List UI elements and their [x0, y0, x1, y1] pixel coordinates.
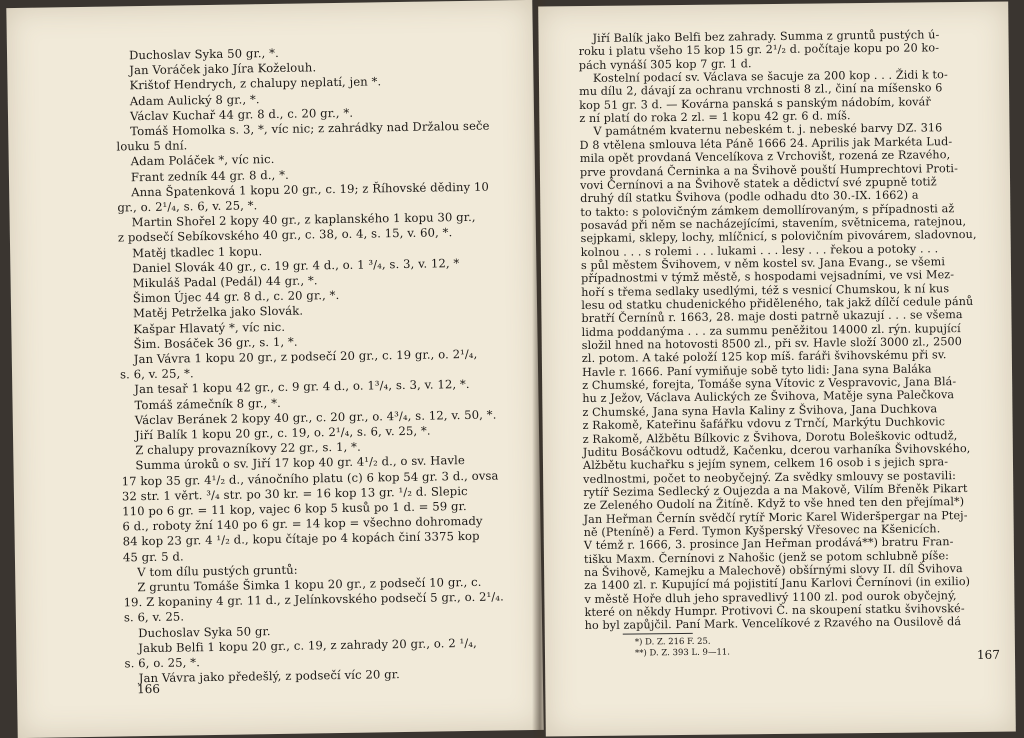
left-page-line: Šim. Bosáček 36 gr., s. 1, *. [133, 334, 298, 352]
left-page [6, 0, 543, 738]
left-page-line: s. 6, v. 25, *. [119, 366, 194, 382]
left-page-line: Šimon Újec 44 gr. 8 d., c. 20 gr., *. [132, 288, 340, 306]
right-page-line: kop 51 gr. 3 d. — Kovárna panská s panským nádobím, kovář [579, 95, 931, 112]
right-page-line: případnostmi v týmž městě, s hospodami vejsadními, ve vsi Mez- [580, 268, 955, 286]
right-page-line: Juditu Bosáčkovu odtudž, Kačenku, dcerou varhaníka Švihovského, [582, 441, 971, 459]
right-page-line: které on někdy Humpr. Protivovi Č. na skoupení statku švihovské- [584, 602, 965, 620]
left-page-line: Jan Voráček jako Jíra Koželouh. [129, 60, 317, 78]
right-page-line: hu z Ježov, Václava Aulických ze Švihova, Matěje syna Palečkova [582, 388, 955, 406]
left-page-line: 45 gr. 5 d. [122, 549, 184, 565]
left-page-number: 166 [136, 681, 161, 697]
right-page-text [538, 2, 1008, 633]
right-page-line: vedlnostmi, počet to neobyčejný. Za svědky smlouvy se postavili: [583, 468, 957, 486]
right-page-line: Alžbětu kuchařku s jejím synem, celkem 16 osob i s jejich spra- [582, 455, 949, 473]
right-page-line: vovi Černínovi a na Švihově statek a dědictví své zpupně totiž [579, 175, 937, 192]
right-page-line: z Rakomě, Alžbětu Bílkovic z Švihova, Dorotu Boleškovic odtudž, [582, 428, 958, 446]
right-page-line: to takto: s polovičným zámkem demollírovaným, s případnosti až [580, 201, 955, 219]
left-page-line: Z gruntu Tomáše Šimka 1 kopu 20 gr., z podsečí 10 gr., c. [137, 574, 482, 595]
left-page-line: 17 kop 35 gr. 4¹/₂ d., vánočního platu (c) 6 kop 54 gr. 3 d., ovsa [121, 468, 499, 489]
right-page-line: ze Zeleného Oudolí na Žitíně. Když to vše hned ten den přejímal*) [583, 495, 965, 513]
right-page-line: na Švihově, Kamejku a Malechově) obšírnými slovy II. díl Švihova [584, 562, 963, 580]
left-page-line: Jan tesař 1 kopu 42 gr., c. 9 gr. 4 d., o. 1³/₄, s. 3, v. 12, *. [134, 377, 470, 397]
left-page-line: V tom dílu pustých gruntů: [137, 562, 298, 579]
left-page-line: Adam Poláček *, víc nic. [130, 152, 275, 169]
left-page-line: Z chalupy provazníkovy 22 gr., s. 1, *. [135, 439, 361, 458]
right-page-line: ho byl zapůjčil. Paní Mark. Vencelíkové z Rzavého na Ousilově dá [584, 615, 962, 633]
right-page-number: 167 [976, 647, 1000, 662]
left-page-line: Jakub Belfi 1 kopu 20 gr., c. 19, z zahrady 20 gr., o. 2 ¹/₄, [138, 635, 477, 655]
left-page-line: 32 str. 1 věrt. ³/₄ str. po 30 kr. = 16 kop 13 gr. ¹/₂ d. Slepic [121, 483, 468, 504]
left-page-line: Jan Vávra 1 kopu 20 gr., z podsečí 20 gr., c. 19 gr., o. 2¹/₄, [133, 346, 478, 367]
right-page-line: z Chumské, forejta, Tomáše syna Vítovic z Vespravovic, Jana Blá- [582, 375, 957, 393]
right-page-line: V témž r. 1666, 3. prosince Jan Heřman prodává**) bratru Fran- [583, 535, 954, 553]
right-page-line: z Chumské, Jana syna Havla Kaliny z Švihova, Jana Duchkova [582, 402, 938, 419]
right-page-line: Jan Heřman Černín svědčí rytíř Moric Karel Wideršpergar na Ptej- [583, 508, 968, 526]
right-page-line: rytíř Sezima Sedlecký z Oujezda a na Makově, Vilím Břeněk Pikart [583, 481, 968, 499]
right-page-line: v městě Hoře dluh jeho spravedlivý 1100 zl. pod ourok obyčejný, [584, 588, 957, 606]
right-page-line: složil hned na hotovosti 8500 zl., při sv. Havle složí 3000 zl., 2500 [581, 335, 963, 353]
right-page-line: sejpkami, sklepy, lochy, mlíčnicí, s polovičním pivovárem, sladovnou, [580, 228, 977, 246]
right-page-line: hoří s třema sedlaky usedlými, též s vesnicí Chumskou, k ní kus [581, 281, 950, 299]
right-page-line: mu dílu 2, dávají za ochranu vrchnosti 8 zl., činí na míšensko 6 [579, 81, 943, 99]
left-page-line: 19. Z kopaniny 4 gr. 11 d., z Jelínkovského podsečí 5 gr., o. 2¹/₄. [123, 589, 504, 610]
left-page-text [6, 0, 532, 686]
left-page-line: Mikuláš Padal (Pedál) 44 gr., *. [132, 273, 318, 291]
right-page-line: z ní platí do roka 2 zl. = 1 kopu 42 gr. 6 d. míš. [579, 109, 851, 126]
left-page-line: Summa úroků o sv. Jiří 17 kop 40 gr. 4¹/₂ d., o sv. Havle [135, 453, 465, 473]
left-page-line: Daniel Slovák 40 gr., c. 19 gr. 4 d., o. 1 ³/₄, s. 3, v. 12, * [132, 255, 460, 276]
right-page-line: V památném kvaternu nebeském t. j. nebeské barvy DZ. 316 [593, 121, 943, 139]
left-page-line: Martin Shořel 2 kopy 40 gr., z kaplanského 1 kopu 30 gr., [131, 210, 476, 230]
left-page-line: s. 6, o. 25, *. [124, 655, 201, 671]
right-page-line: bratří Černínů r. 1663, 28. maje dosti patrně ukazují . . . se všema [581, 308, 963, 326]
left-page-line: Adam Aulický 8 gr., *. [129, 91, 260, 108]
left-page-line: Anna Špatenková 1 kopu 20 gr., c. 19; z Říhovské dědiny 10 [131, 179, 490, 200]
right-page-line: lidma poddanýma . . . za summu peněžitou 14000 zl. rýn. kupující [581, 321, 961, 339]
left-page-line: s. 6, v. 25. [123, 609, 185, 625]
left-page-line: Frant zedník 44 gr. 8 d., *. [130, 167, 289, 184]
right-page-line: Havle r. 1666. Paní vymiňuje sobě tyto lidi: Jana syna Baláka [581, 362, 932, 379]
left-page-line: z podsečí Sebíkovského 40 gr., c. 38, o. 4, s. 15, v. 60, *. [117, 225, 453, 245]
left-page-line: Kašpar Hlavatý *, víc nic. [133, 319, 286, 336]
left-page-line: Václav Kuchař 44 gr. 8 d., c. 20 gr., *. [129, 105, 354, 124]
left-page-line: 6 d., roboty žní 140 po 6 gr. = 14 kop = všechno dohromady [122, 513, 483, 534]
right-page-line: prve provdaná Černinka a na Švihově pouští Humprechtovi Proti- [579, 161, 958, 179]
right-page-line: z Rakomě, Kateřinu šafářku vdovu z Trnčí, Markýtu Duchkovic [582, 415, 946, 433]
right-page-line: Jiří Balík jako Belfi bez zahrady. Summa z gruntů pustých ú- [592, 28, 940, 45]
footnote-2: **) D. Z. 393 L. 9—11. [634, 647, 731, 659]
left-page-line: Krištof Hendrych, z chalupy neplatí, jen *. [129, 74, 382, 93]
left-page-line: Matěj tkadlec 1 kopu. [132, 243, 263, 260]
right-page-line: tišku Maxm. Černínovi z Nahošic (jenž se potom schlubně píše: [583, 548, 950, 566]
left-page-line: Matěj Petrželka jako Slovák. [133, 303, 304, 321]
right-page-line: Kostelní podací sv. Václava se šacuje za 200 kop . . . Židi k to- [592, 68, 948, 85]
right-page-line: druhý díl statku Švihova (podle odhadu dto 30.-IX. 1662) a [580, 188, 919, 206]
left-page-line: Duchoslav Syka 50 gr. [138, 623, 271, 640]
left-page-line: 110 po 6 gr. = 11 kop, vajec 6 kop 5 kusů po 1 d. = 59 gr. [122, 499, 467, 519]
right-page-line: kolnou . . . s rolemi . . . lukami . . . lesy . . . řekou a potoky . . . [580, 241, 939, 259]
left-page-line: Tomáš Homolka s. 3, *, víc nic; z zahrádky nad Držalou seče [130, 118, 490, 139]
right-page-line: za 1400 zl. r. Kupující má pojistití Janu Karlovi Černínovi (in exilio) [584, 575, 971, 593]
right-page [538, 2, 1016, 737]
right-page-line: pách vynáší 305 kop 7 gr. 1 d. [578, 56, 752, 72]
left-page-line: Václav Beránek 2 kopy 40 gr., c. 20 gr., o. 4³/₄, s. 12, v. 50, *. [134, 407, 497, 428]
left-page-line: Jiří Balík 1 kopu 20 gr., c. 19, o. 2¹/₄, s. 6, v. 25, *. [134, 423, 431, 443]
left-page-line: Jan Vávra jako předešlý, z podsečí víc 20 gr. [138, 667, 400, 686]
footnote-1: *) D. Z. 216 F. 25. [634, 636, 711, 648]
right-page-line: ně (Pteníně) a Ferd. Tymon Kyšperský Vřesovec na Kšenicích. [583, 522, 941, 539]
footnote-rule [623, 633, 693, 635]
left-page-line: gr., o. 2¹/₄, s. 6, v. 25, *. [117, 198, 258, 215]
right-page-line: zl. potom. A také položí 125 kop míš. faráři švihovskému při sv. [581, 348, 947, 366]
left-page-line: louku 5 dní. [116, 138, 188, 154]
right-page-line: roku i platu všeho 15 kop 15 gr. 2¹/₂ d. počítaje kopu po 20 ko- [578, 41, 940, 59]
right-page-line: posavád při něm se nacházejícími, stavením, světnicema, ratejnou, [580, 214, 967, 232]
right-page-line: D 8 vtělena smlouva léta Páně 1666 24. Aprilis jak Markéta Lud- [579, 134, 953, 152]
left-page-line: 84 kop 23 gr. 4 ¹/₂ d., kopu čítaje po 4 kopách činí 3375 kop [122, 529, 480, 549]
right-page-line: s půl městem Švihovem, v něm kostel sv. Jana Evang., se všemi [580, 255, 946, 272]
right-page-line: mila opět provdaná Vencelíkova z Vrchovišt, rozená ze Rzavého, [579, 148, 951, 166]
left-page-line: Duchoslav Syka 50 gr., *. [128, 45, 279, 63]
left-page-line: Tomáš zámečník 8 gr., *. [134, 395, 281, 412]
right-page-line: lesu od statku chudenického přiděleného, tak jakž dílčí cedule pánů [581, 294, 974, 313]
